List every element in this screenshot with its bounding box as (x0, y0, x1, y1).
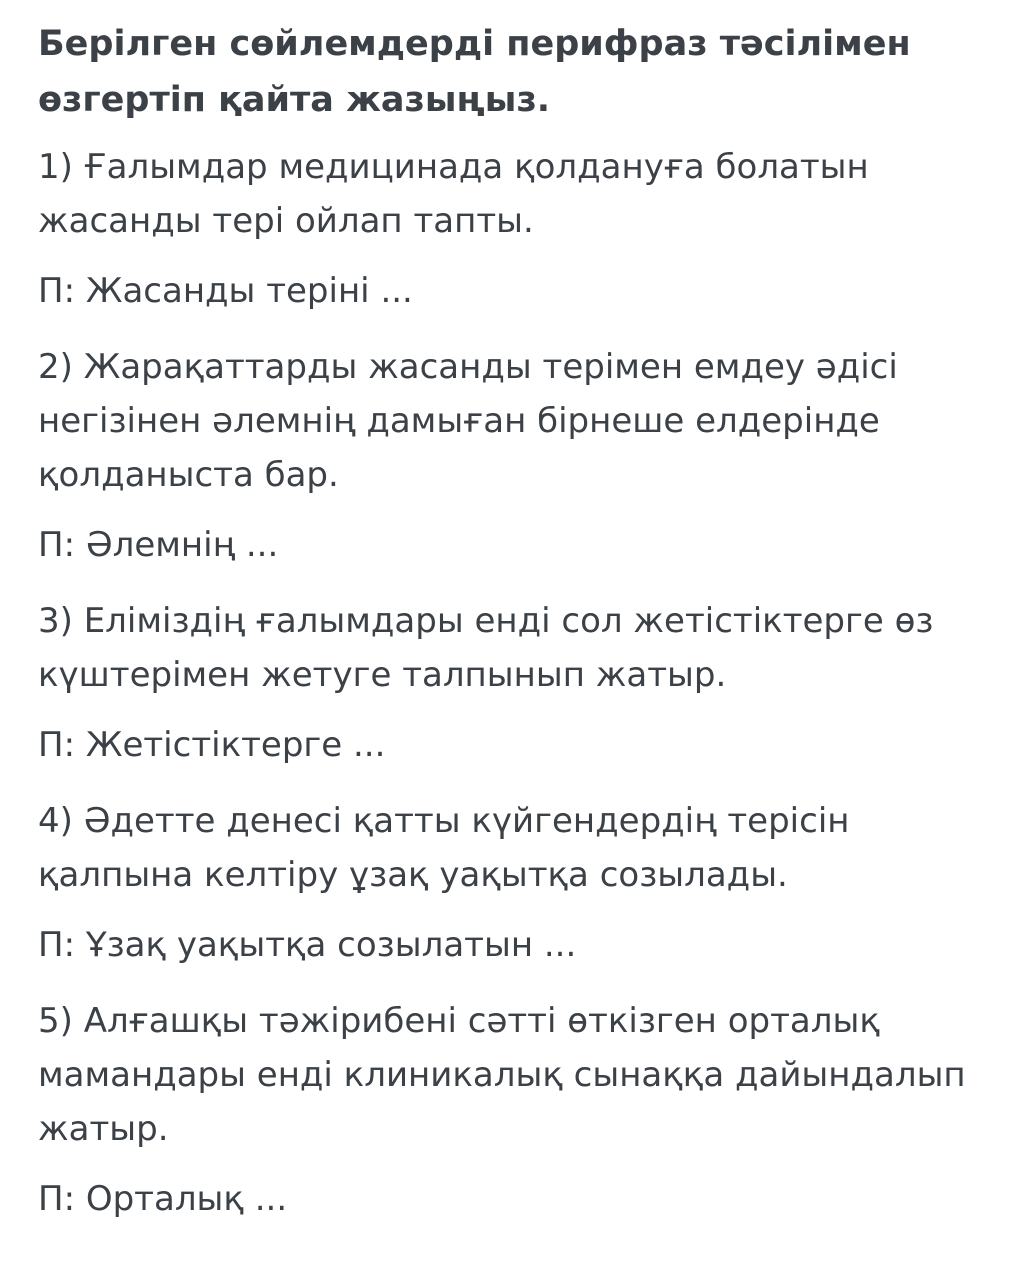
paraphrase-prompt-5: П: Орталық ... (38, 1179, 288, 1219)
task-sentence-4: 4) Әдетте денесі қатты күйгендердің терісін қалпына келтіру ұзақ уақытқа созылады. (38, 801, 850, 895)
exercise-page (38, 16, 998, 1248)
paraphrase-prompt-4: П: Ұзақ уақытқа созылатын ... (38, 925, 577, 965)
task-sentence-3: 3) Еліміздің ғалымдары енді сол жетістіктерге өз күштерімен жетуге талпынып жатыр. (38, 601, 934, 695)
paraphrase-prompt-3: П: Жетістіктерге ... (38, 725, 386, 765)
paraphrase-prompt-1: П: Жасанды теріні ... (38, 271, 413, 311)
task-sentence-1: 1) Ғалымдар медицинада қолдануға болатын жасанды тері ойлап тапты. (38, 147, 869, 241)
exercise-title: Берілген сөйлемдерді перифраз тәсілімен өзгертіп қайта жазыңыз. (38, 24, 911, 120)
task-sentence-2: 2) Жарақаттарды жасанды терімен емдеу әдісі негізінен әлемнің дамыған бірнеше елдерінде қолданыста бар. (38, 347, 898, 495)
task-sentence-5: 5) Алғашқы тәжірибені сәтті өткізген орталық мамандары енді клиникалық сынаққа дайындалып жатыр. (38, 1001, 966, 1149)
paraphrase-prompt-2: П: Әлемнің ... (38, 525, 279, 565)
